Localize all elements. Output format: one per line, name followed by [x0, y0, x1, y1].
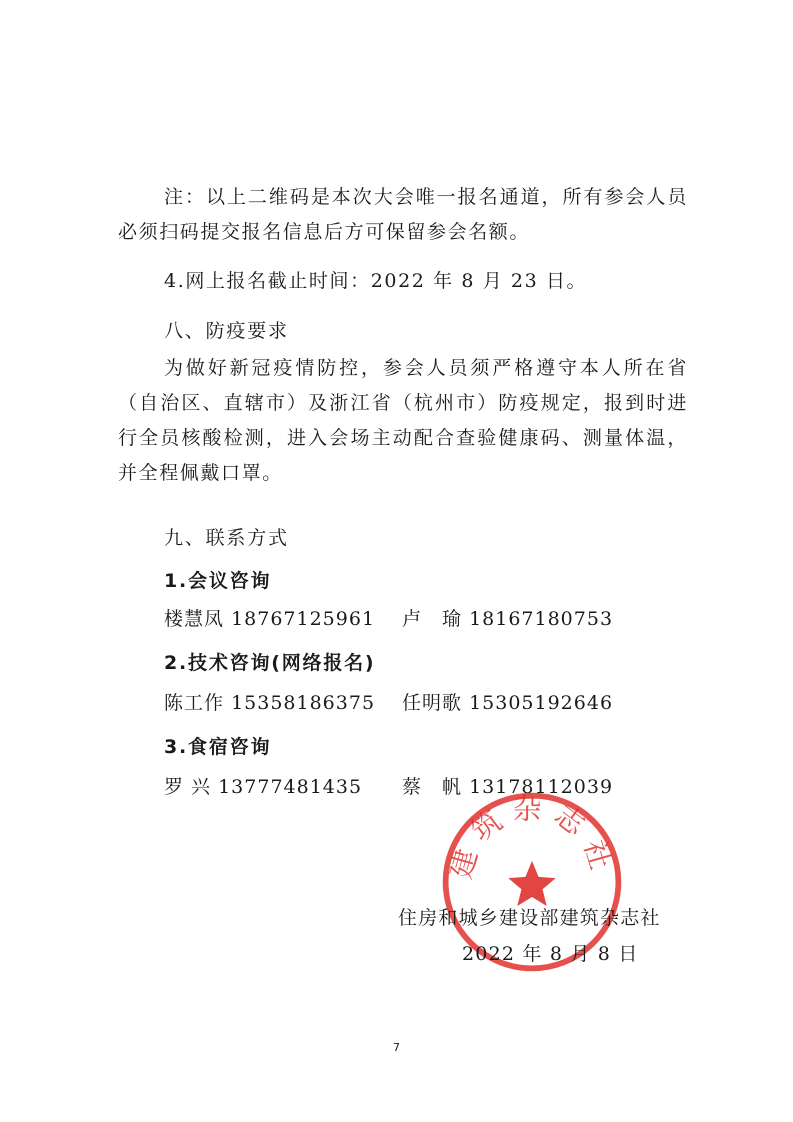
registration-deadline: 4.网上报名截止时间：2022 年 8 月 23 日。: [164, 270, 588, 292]
contact-group-meeting-title: 1.会议咨询: [164, 570, 272, 592]
contact-phone: 18767125961: [231, 608, 376, 630]
signature-date: 2022 年 8 月 8 日: [462, 943, 639, 965]
signature-organization: 住房和城乡建设部建筑杂志社: [398, 907, 661, 929]
contact-name: 任明歌: [402, 692, 463, 714]
contact-phone: 13777481435: [218, 776, 363, 798]
contact-entry: [164, 688, 375, 715]
contact-phone: 18167180753: [469, 608, 614, 630]
contact-entry: [402, 688, 613, 715]
contact-group-tech-title: 2.技术咨询(网络报名): [164, 652, 376, 674]
contact-name: 陈工作: [164, 692, 225, 714]
contact-entry: [164, 772, 362, 799]
contact-group-lodging-title: 3.食宿咨询: [164, 736, 272, 758]
contact-name: 卢 瑜: [402, 608, 463, 630]
contact-entry: [402, 604, 613, 631]
seal-star-icon: [508, 861, 555, 906]
contact-phone: 15305192646: [469, 692, 614, 714]
page-number: 7: [393, 1041, 400, 1054]
section-9-heading: 九、联系方式: [164, 527, 289, 549]
section-8-body: 为做好新冠疫情防控，参会人员须严格遵守本人所在省（自治区、直辖市）及浙江省（杭州市）防疫规定，报到时进行全员核酸检测，进入会场主动配合查验健康码、测量体温，并全程佩戴口罩。: [118, 357, 688, 484]
contact-name: 蔡 帆: [402, 776, 463, 798]
section-8-heading: 八、防疫要求: [164, 320, 289, 342]
contact-phone: 15358186375: [231, 692, 376, 714]
registration-note: 注：以上二维码是本次大会唯一报名通道，所有参会人员必须扫码提交报名信息后方可保留参会名额。: [118, 186, 688, 243]
seal-text: 建筑杂志社: [443, 791, 621, 883]
contact-entry: [164, 604, 375, 631]
contact-phone: 13178112039: [469, 776, 614, 798]
contact-name: 楼慧凤: [164, 608, 225, 630]
contact-name: 罗 兴: [164, 776, 212, 798]
